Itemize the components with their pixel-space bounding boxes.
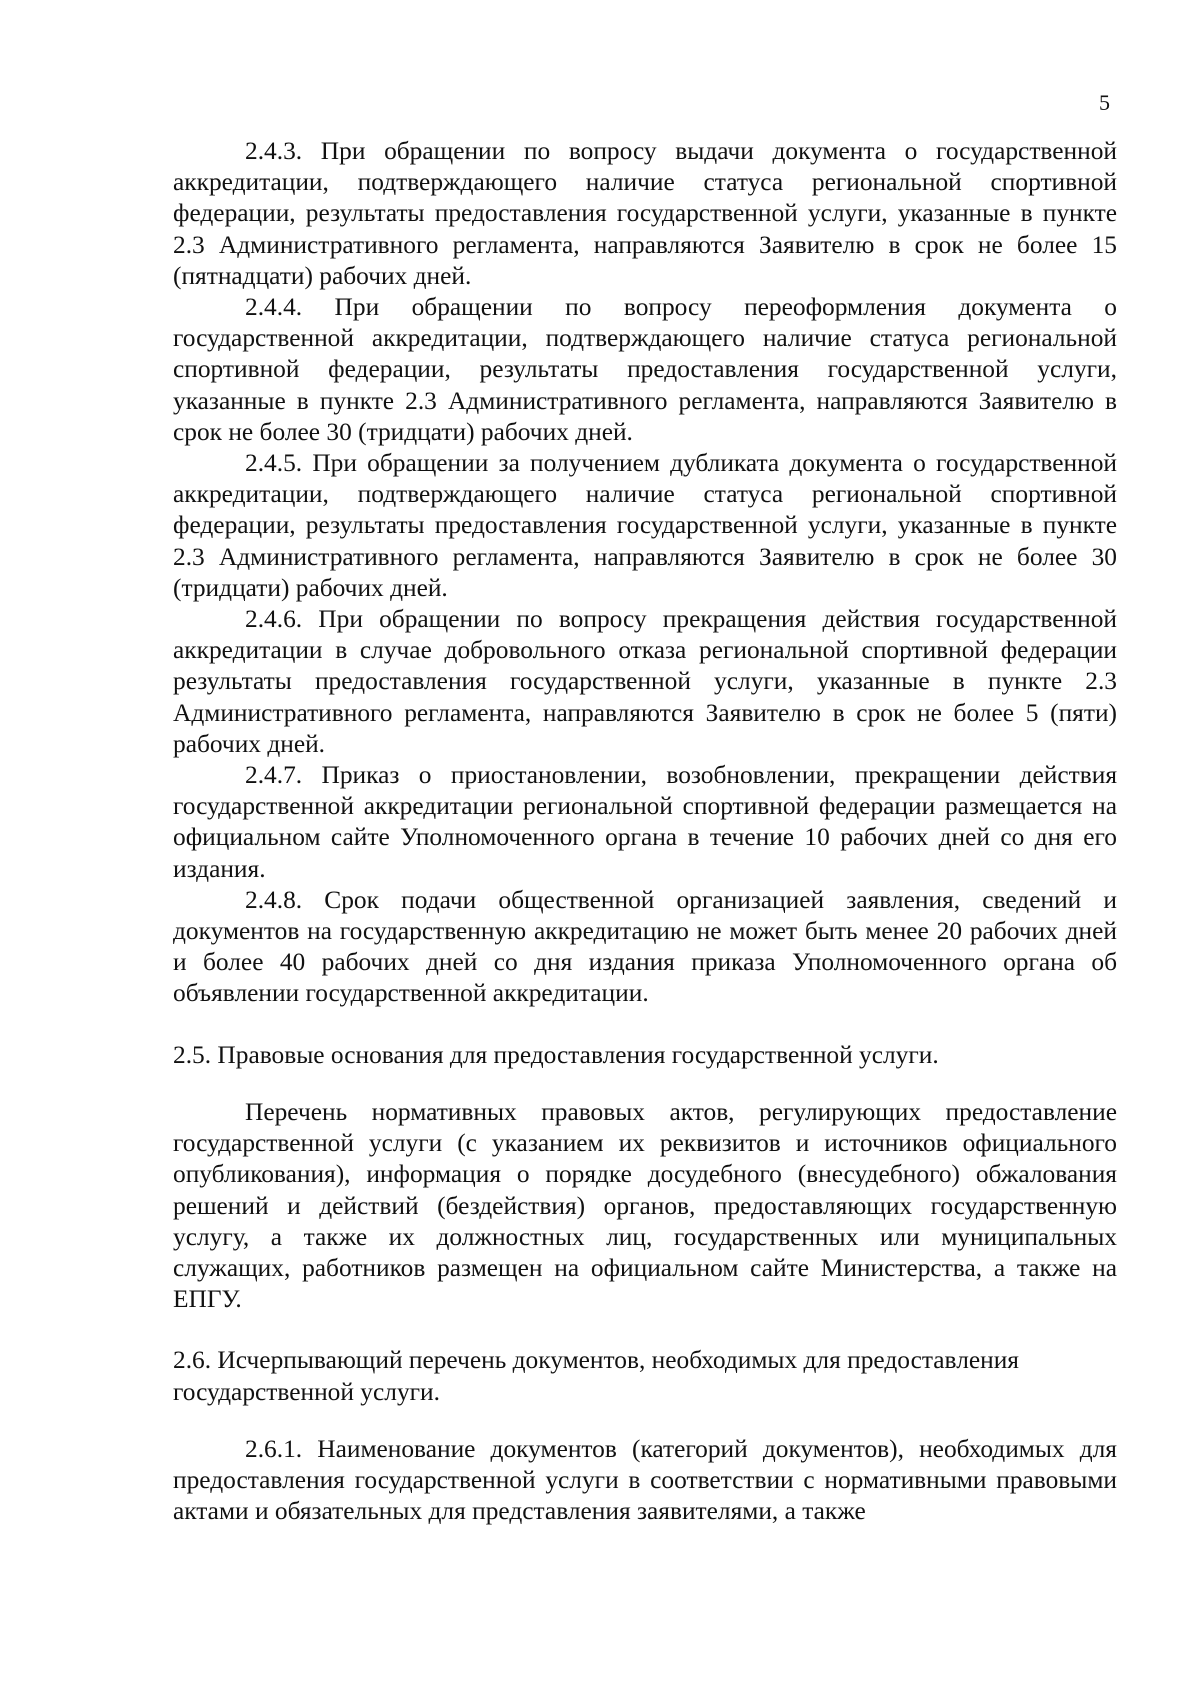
spacer <box>173 1408 1117 1434</box>
paragraph-2-4-6: 2.4.6. При обращении по вопросу прекращения действия государственной аккредитации в случае добровольного отказа региональной спортивной федерации результаты предоставления государственной услуги, указанные в пункте 2.3 Административного регламента, направляются Заявителю в срок не более 5 (пяти) рабочих дней. <box>173 605 1117 758</box>
section-heading-2-5: 2.5. Правовые основания для предоставления государственной услуги. <box>173 1040 939 1069</box>
spacer <box>173 1071 1117 1097</box>
document-body <box>173 136 1117 1527</box>
paragraph-2-4-4: 2.4.4. При обращении по вопросу переоформления документа о государственной аккредитации, подтверждающего наличие статуса региональной спортивной федерации, результаты предоставления государственной услуги, указанные в пункте 2.3 Административного регламента, направляются Заявителю в срок не более 30 (тридцати) рабочих дней. <box>173 293 1117 446</box>
paragraph-2-4-3: 2.4.3. При обращении по вопросу выдачи документа о государственной аккредитации, подтверждающего наличие статуса региональной спортивной федерации, результаты предоставления государственной услуги, указанные в пункте 2.3 Административного регламента, направляются Заявителю в срок не более 15 (пятнадцати) рабочих дней. <box>173 137 1117 290</box>
paragraph-2-4-7: 2.4.7. Приказ о приостановлении, возобновлении, прекращении действия государственной аккредитации региональной спортивной федерации размещается на официальном сайте Уполномоченного органа в течение 10 рабочих дней со дня его издания. <box>173 761 1117 883</box>
paragraph-2-6-1: 2.6.1. Наименование документов (категорий документов), необходимых для предоставления государственной услуги в соответствии с нормативными правовыми актами и обязательных для представления заявителями, а также <box>173 1434 1117 1526</box>
paragraph-2-4-8: 2.4.8. Срок подачи общественной организацией заявления, сведений и документов на государственную аккредитацию не может быть менее 20 рабочих дней и более 40 рабочих дней со дня издания приказа Уполномоченного органа об объявлении государственной аккредитации. <box>173 885 1117 1008</box>
spacer <box>173 1315 1117 1345</box>
section-heading-2-6: 2.6. Исчерпывающий перечень документов, необходимых для предоставления государственной услуги. <box>173 1346 1019 1406</box>
spacer <box>173 1010 1117 1040</box>
paragraph-2-5-body: Перечень нормативных правовых актов, регулирующих предоставление государственной услуги (с указанием их реквизитов и источников официального опубликования), информация о порядке досудебного (внесудебного) обжалования решений и действий (бездействия) органов, предоставляющих государственную услугу, а также их должностных лиц, государственных или муниципальных служащих, работников размещен на официальном сайте Министерства, а также на ЕПГУ. <box>173 1097 1117 1314</box>
page-number: 5 <box>1099 90 1110 115</box>
paragraph-2-4-5: 2.4.5. При обращении за получением дубликата документа о государственной аккредитации, подтверждающего наличие статуса региональной спортивной федерации, результаты предоставления государственной услуги, указанные в пункте 2.3 Административного регламента, направляются Заявителю в срок не более 30 (тридцати) рабочих дней. <box>173 449 1117 602</box>
